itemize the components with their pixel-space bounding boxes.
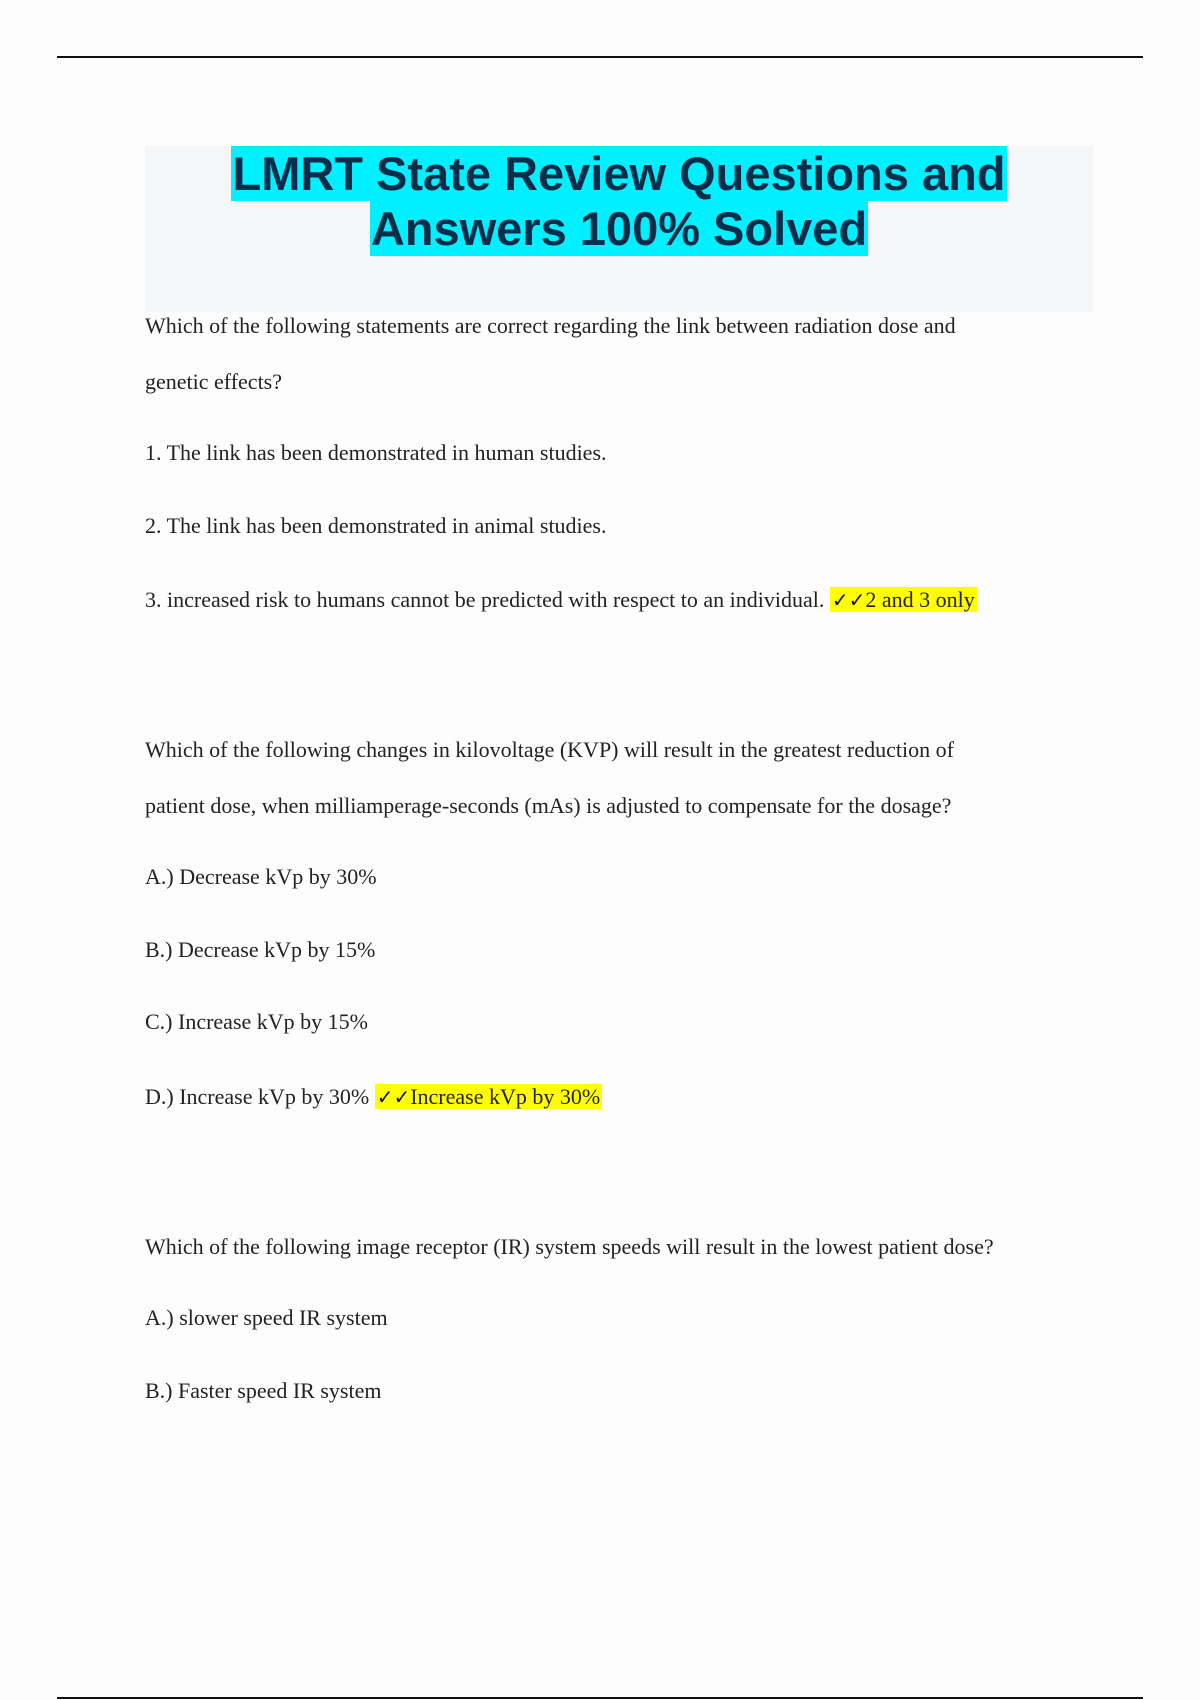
question-2-answer-text: Increase kVp by 30% (410, 1084, 601, 1109)
header-rule (57, 56, 1143, 58)
question-3-stem-line-1: Which of the following image receptor (IR) system speeds will result in the lowest patient dose? (145, 1234, 994, 1259)
check-mark-icon: ✓✓ (376, 1085, 411, 1109)
question-2-option-d-row (145, 1082, 602, 1112)
question-2-option-a: A.) Decrease kVp by 30% (145, 864, 377, 889)
question-1-option-2: 2. The link has been demonstrated in animal studies. (145, 513, 607, 538)
document-title-line-2: Answers 100% Solved (370, 202, 868, 255)
question-1-answer (830, 587, 977, 612)
question-1-option-3: 3. increased risk to humans cannot be predicted with respect to an individual. (145, 587, 825, 612)
footer-rule (57, 1697, 1143, 1699)
title-block (145, 146, 1093, 312)
question-2-stem-line-1: Which of the following changes in kilovoltage (KVP) will result in the greatest reduction of (145, 737, 954, 762)
question-2-stem-line-2: patient dose, when milliamperage-seconds (mAs) is adjusted to compensate for the dosage? (145, 793, 952, 818)
question-2-option-b: B.) Decrease kVp by 15% (145, 937, 376, 962)
document-title-line-1: LMRT State Review Questions and (232, 147, 1006, 200)
question-1-stem-line-2: genetic effects? (145, 369, 283, 394)
question-2-option-d: D.) Increase kVp by 30% (145, 1084, 370, 1109)
question-1-option-3-row (145, 585, 977, 615)
question-1-answer-text: 2 and 3 only (865, 587, 975, 612)
question-3-option-b: B.) Faster speed IR system (145, 1378, 382, 1403)
question-1-stem-line-1: Which of the following statements are correct regarding the link between radiation dose and (145, 313, 956, 338)
question-2-answer (375, 1084, 603, 1109)
question-3-option-a: A.) slower speed IR system (145, 1305, 388, 1330)
question-2-option-c: C.) Increase kVp by 15% (145, 1009, 368, 1034)
question-1-option-1: 1. The link has been demonstrated in human studies. (145, 440, 607, 465)
check-mark-icon: ✓✓ (831, 588, 866, 612)
